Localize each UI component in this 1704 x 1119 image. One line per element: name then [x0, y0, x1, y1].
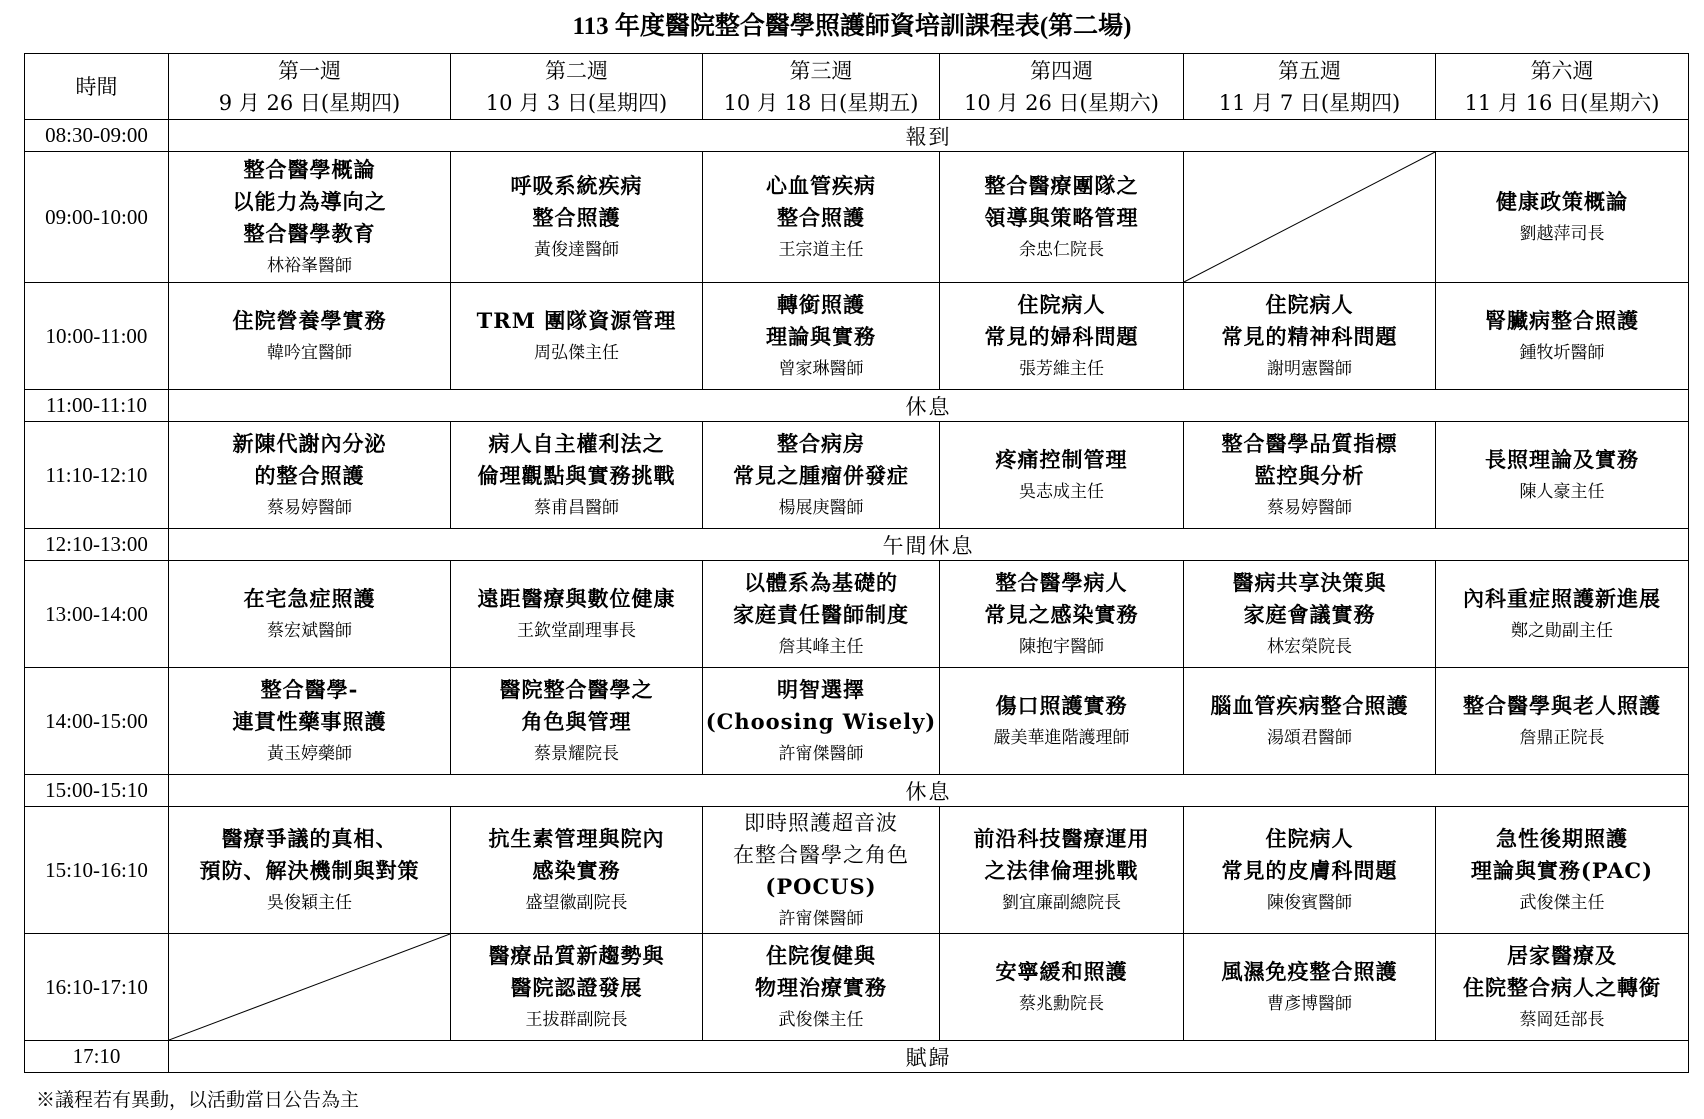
speaker-name: 蔡易婷醫師 [1267, 498, 1352, 518]
course-title-line: 整合病房 [777, 431, 865, 456]
course-title-line: 心血管疾病 [766, 173, 876, 198]
course-cell [940, 152, 1184, 283]
course-cell [1184, 561, 1436, 668]
course-title-line: 住院病人 [1017, 292, 1106, 317]
course-cell [1436, 807, 1689, 934]
diagonal-slash [1184, 152, 1435, 282]
speaker-name: 黃俊達醫師 [534, 240, 619, 260]
course-cell [451, 807, 703, 934]
week-header: 第三週 10 月 18 日(星期五) [703, 54, 940, 120]
course-title-line: 整合醫學品質指標 [1221, 431, 1398, 456]
course-title-line: 住院病人 [1265, 826, 1354, 851]
speaker-name: 韓吟宜醫師 [267, 343, 352, 363]
course-cell [703, 561, 940, 668]
course-cell [703, 807, 940, 934]
speaker-name: 湯頌君醫師 [1267, 728, 1352, 748]
time-slot: 15:00-15:10 [25, 775, 169, 807]
course-title-line: 家庭會議實務 [1243, 602, 1376, 627]
course-cell [451, 283, 703, 390]
course-title-line: 常見的婦科問題 [984, 324, 1139, 349]
course-cell [169, 561, 451, 668]
session-row [25, 934, 1689, 1041]
course-cell [451, 934, 703, 1041]
course-title-line: 整合醫學概論 [243, 157, 376, 182]
course-title-line: 安寧緩和照護 [995, 959, 1128, 984]
page-title: 113 年度醫院整合醫學照護師資培訓課程表(第二場) [572, 13, 1132, 40]
speaker-name: 陳人豪主任 [1519, 482, 1605, 502]
speaker-name: 張芳維主任 [1019, 359, 1104, 379]
time-slot: 08:30-09:00 [25, 120, 169, 152]
speaker-name: 詹鼎正院長 [1519, 728, 1605, 748]
course-title-line: 以體系為基礎的 [744, 570, 898, 595]
course-title-line: 角色與管理 [521, 709, 632, 734]
course-cell [703, 422, 940, 529]
course-cell [451, 561, 703, 668]
course-title-line: 腦血管疾病整合照護 [1210, 693, 1409, 718]
course-title-line: 整合醫學與老人照護 [1463, 693, 1661, 718]
time-slot: 17:10 [25, 1041, 169, 1073]
course-cell [169, 422, 451, 529]
break-row [25, 390, 1689, 422]
schedule-table [24, 53, 1689, 1073]
course-title-line: (Choosing Wisely) [705, 709, 937, 734]
speaker-name: 蔡景耀院長 [534, 744, 619, 764]
time-slot: 15:10-16:10 [25, 807, 169, 934]
course-cell [703, 934, 940, 1041]
course-title-line: 轉銜照護 [777, 292, 865, 317]
course-cell [940, 807, 1184, 934]
break-label: 休息 [169, 390, 1689, 422]
course-title-line: 醫院整合醫學之 [499, 677, 654, 702]
speaker-name: 盛望徽副院長 [525, 893, 628, 913]
speaker-name: 林宏榮院長 [1267, 637, 1352, 657]
course-title-line: 領導與策略管理 [984, 205, 1139, 230]
speaker-name: 謝明憲醫師 [1267, 359, 1352, 379]
speaker-name: 陳抱宇醫師 [1019, 637, 1104, 657]
course-title-line: 病人自主權利法之 [488, 431, 665, 456]
header-row [25, 54, 1689, 120]
time-slot: 10:00-11:00 [25, 283, 169, 390]
course-title-line: 健康政策概論 [1496, 189, 1628, 214]
course-title-line: 遠距醫療與數位健康 [477, 586, 676, 611]
speaker-name: 王欽堂副理事長 [517, 621, 636, 641]
break-label: 報到 [169, 120, 1689, 152]
course-title-line: 醫療爭議的真相、 [221, 826, 398, 851]
time-slot: 12:10-13:00 [25, 529, 169, 561]
speaker-name: 詹其峰主任 [778, 637, 864, 657]
time-slot: 11:10-12:10 [25, 422, 169, 529]
course-title-line: 內科重症照護新進展 [1463, 586, 1661, 611]
course-title-line: 感染實務 [532, 858, 621, 883]
speaker-name: 鍾牧圻醫師 [1519, 343, 1605, 363]
course-cell [1436, 422, 1689, 529]
time-slot: 13:00-14:00 [25, 561, 169, 668]
course-title-line: 抗生素管理與院內 [488, 826, 665, 851]
course-cell [169, 283, 451, 390]
break-row [25, 1041, 1689, 1073]
week-header: 第六週 11 月 16 日(星期六) [1436, 54, 1689, 120]
speaker-name: 王宗道主任 [778, 240, 864, 260]
course-cell [1436, 668, 1689, 775]
course-title-line: 常見的精神科問題 [1221, 324, 1398, 349]
course-title-line: 住院復健與 [766, 943, 876, 968]
course-title-line: 物理治療實務 [755, 975, 887, 1000]
course-cell [1436, 561, 1689, 668]
speaker-name: 余忠仁院長 [1019, 240, 1104, 260]
course-title-line: 長照理論及實務 [1485, 447, 1639, 472]
course-title-line: 整合醫療團隊之 [984, 173, 1139, 198]
course-title-line: 醫療品質新趨勢與 [488, 943, 665, 968]
course-title-line: 前沿科技醫療運用 [973, 826, 1150, 851]
speaker-name: 許甯傑醫師 [778, 909, 864, 929]
speaker-name: 鄭之勛副主任 [1511, 621, 1613, 641]
course-cell [703, 152, 940, 283]
course-cell [169, 668, 451, 775]
speaker-name: 劉越萍司長 [1519, 224, 1605, 244]
break-label: 賦歸 [169, 1041, 1689, 1073]
course-title-line: 住院整合病人之轉銜 [1463, 975, 1661, 1000]
speaker-name: 蔡甫昌醫師 [534, 498, 619, 518]
session-row [25, 152, 1689, 283]
speaker-name: 陳俊賓醫師 [1267, 893, 1352, 913]
course-title-line: 急性後期照護 [1496, 826, 1628, 851]
course-cell [940, 422, 1184, 529]
speaker-name: 楊展庚醫師 [778, 498, 864, 518]
diagonal-slash [169, 934, 450, 1040]
course-cell [1184, 668, 1436, 775]
speaker-name: 蔡易婷醫師 [267, 498, 352, 518]
course-cell [703, 283, 940, 390]
course-title-line: 腎臟病整合照護 [1485, 308, 1639, 333]
course-title-line: 常見之腫瘤併發症 [733, 463, 909, 488]
course-title-line: 的整合照護 [254, 463, 365, 488]
course-cell [1184, 934, 1436, 1041]
course-title-line: 住院病人 [1265, 292, 1354, 317]
course-title-line: 倫理觀點與實務挑戰 [477, 463, 676, 488]
course-cell [169, 152, 451, 283]
speaker-name: 蔡宏斌醫師 [267, 621, 352, 641]
course-title-line: 明智選擇 [777, 677, 865, 702]
course-title-line: 整合照護 [532, 205, 621, 230]
course-title-line: 整合照護 [777, 205, 865, 230]
course-cell [703, 668, 940, 775]
time-slot: 14:00-15:00 [25, 668, 169, 775]
week-header: 第一週 9 月 26 日(星期四) [169, 54, 451, 120]
week-header: 第四週 10 月 26 日(星期六) [940, 54, 1184, 120]
course-title-line: 理論與實務(PAC) [1470, 858, 1654, 883]
session-row [25, 422, 1689, 529]
speaker-name: 吳俊穎主任 [267, 893, 352, 913]
footnote: ※議程若有異動，以活動當日公告為主 [36, 1089, 360, 1111]
break-row [25, 529, 1689, 561]
course-title-line: 在整合醫學之角色 [733, 843, 909, 867]
course-title-line: 家庭責任醫師制度 [733, 602, 909, 627]
week-header: 第二週 10 月 3 日(星期四) [451, 54, 703, 120]
course-title-line: 傷口照護實務 [995, 693, 1128, 718]
course-title-line: 醫院認證發展 [510, 975, 643, 1000]
course-title-line: 整合醫學- [260, 677, 359, 702]
course-title-line: 風濕免疫整合照護 [1221, 959, 1398, 984]
course-title-line: 以能力為導向之 [232, 189, 387, 214]
course-title-line: 連貫性藥事照護 [232, 709, 387, 734]
time-column-header: 時間 [25, 54, 169, 120]
break-label: 休息 [169, 775, 1689, 807]
course-title-line: 之法律倫理挑戰 [984, 858, 1139, 883]
course-cell [940, 561, 1184, 668]
course-cell [940, 668, 1184, 775]
course-title-line: 即時照護超音波 [744, 811, 898, 835]
time-slot: 11:00-11:10 [25, 390, 169, 422]
course-title-line: 在宅急症照護 [243, 586, 376, 611]
speaker-name: 黃玉婷藥師 [267, 744, 352, 764]
course-title-line: 預防、解決機制與對策 [199, 858, 420, 883]
speaker-name: 武俊傑主任 [1519, 893, 1605, 913]
course-title-line: 醫病共享決策與 [1232, 570, 1387, 595]
course-title-line: 居家醫療及 [1507, 943, 1617, 968]
course-title-line: 監控與分析 [1254, 463, 1365, 488]
course-title-line: 住院營養學實務 [232, 308, 387, 333]
speaker-name: 吳志成主任 [1019, 482, 1104, 502]
course-cell [451, 422, 703, 529]
course-cell [451, 668, 703, 775]
speaker-name: 林裕峯醫師 [267, 256, 352, 276]
break-row [25, 120, 1689, 152]
course-cell [1184, 283, 1436, 390]
course-title-line: 整合醫學教育 [243, 221, 376, 246]
speaker-name: 嚴美華進階護理師 [993, 728, 1130, 748]
empty-slot [1184, 152, 1436, 283]
session-row [25, 668, 1689, 775]
speaker-name: 蔡岡廷部長 [1519, 1010, 1605, 1030]
speaker-name: 周弘傑主任 [534, 343, 619, 363]
session-row [25, 807, 1689, 934]
course-cell [940, 283, 1184, 390]
break-row [25, 775, 1689, 807]
course-title-line: 呼吸系統疾病 [510, 173, 643, 198]
session-row [25, 561, 1689, 668]
course-title-line: 新陳代謝內分泌 [232, 431, 387, 456]
course-title-line: 理論與實務 [766, 324, 876, 349]
break-label: 午間休息 [169, 529, 1689, 561]
time-slot: 16:10-17:10 [25, 934, 169, 1041]
course-cell [451, 152, 703, 283]
course-cell [1436, 934, 1689, 1041]
speaker-name: 許甯傑醫師 [778, 744, 864, 764]
course-title-line: TRM 團隊資源管理 [476, 308, 677, 333]
speaker-name: 蔡兆勳院長 [1019, 994, 1104, 1014]
course-cell [1436, 283, 1689, 390]
week-header: 第五週 11 月 7 日(星期四) [1184, 54, 1436, 120]
course-title-line: 常見之感染實務 [984, 602, 1139, 627]
course-cell [1184, 422, 1436, 529]
course-cell [940, 934, 1184, 1041]
course-title-line: 整合醫學病人 [995, 570, 1128, 595]
course-cell [1436, 152, 1689, 283]
empty-slot [169, 934, 451, 1041]
speaker-name: 王拔群副院長 [525, 1010, 628, 1030]
speaker-name: 曹彥博醫師 [1267, 994, 1352, 1014]
speaker-name: 曾家琳醫師 [778, 359, 864, 379]
course-title-line: 常見的皮膚科問題 [1221, 858, 1398, 883]
speaker-name: 武俊傑主任 [778, 1010, 864, 1030]
course-cell [1184, 807, 1436, 934]
course-title-line: (POCUS) [765, 874, 877, 899]
speaker-name: 劉宜廉副總院長 [1002, 893, 1121, 913]
time-slot: 09:00-10:00 [25, 152, 169, 283]
course-cell [169, 807, 451, 934]
course-title-line: 疼痛控制管理 [995, 447, 1128, 472]
session-row [25, 283, 1689, 390]
